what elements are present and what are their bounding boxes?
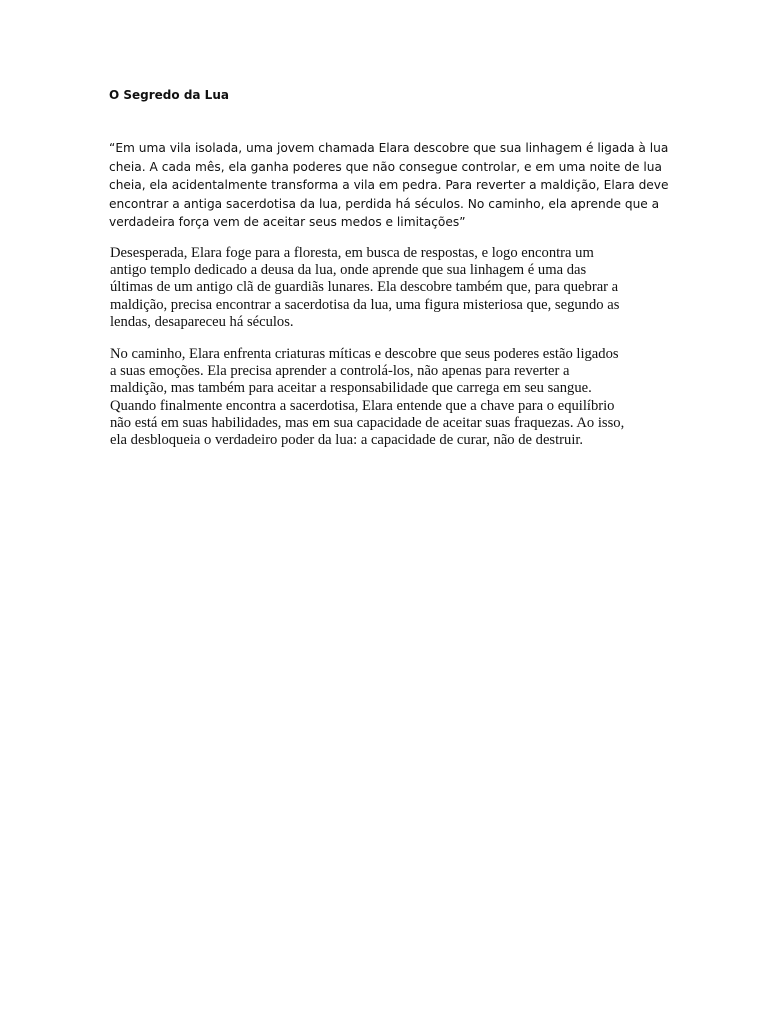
synopsis-line: “Em uma vila isolada, uma jovem chamada Elara descobre que sua linhagem é ligada à lua — [109, 141, 669, 155]
paragraph-line: ela desbloqueia o verdadeiro poder da lua: a capacidade de curar, não de destruir. — [110, 432, 584, 449]
paragraph-line: Quando finalmente encontra a sacerdotisa, Elara entende que a chave para o equilíbrio — [110, 397, 615, 414]
synopsis-line: cheia. A cada mês, ela ganha poderes que não consegue controlar, e em uma noite de lua — [109, 159, 662, 174]
synopsis-line: verdadeira força vem de aceitar seus medos e limitações” — [109, 215, 466, 230]
document-title: O Segredo da Lua — [109, 88, 229, 102]
paragraph-line: não está em suas habilidades, mas em sua capacidade de aceitar suas fraquezas. Ao isso, — [110, 414, 625, 431]
paragraph-line: Desesperada, Elara foge para a floresta, em busca de respostas, e logo encontra um — [110, 245, 594, 261]
synopsis-line: encontrar a antiga sacerdotisa da lua, perdida há séculos. No caminho, ela aprende que a — [109, 196, 660, 211]
paragraph-line: No caminho, Elara enfrenta criaturas míticas e descobre que seus poderes estão ligados — [110, 346, 619, 362]
paragraph-line: maldição, precisa encontrar a sacerdotisa da lua, uma figura misteriosa que, segundo as — [110, 296, 620, 313]
body-paragraph-1 — [110, 245, 670, 331]
paragraph-line: maldição, mas também para aceitar a responsabilidade que carrega em seu sangue. — [110, 380, 592, 397]
synopsis-line: cheia, ela acidentalmente transforma a vila em pedra. Para reverter a maldição, Elara deve — [109, 178, 669, 193]
paragraph-line: antigo templo dedicado a deusa da lua, onde aprende que sua linhagem é uma das — [110, 262, 587, 279]
paragraph-line: a suas emoções. Ela precisa aprender a controlá-los, não apenas para reverter a — [110, 363, 570, 380]
synopsis-paragraph — [109, 139, 669, 232]
paragraph-line: lendas, desapareceu há séculos. — [110, 313, 294, 330]
body-paragraph-2 — [110, 346, 670, 449]
paragraph-line: últimas de um antigo clã de guardiãs lunares. Ela descobre também que, para quebrar a — [110, 279, 619, 296]
